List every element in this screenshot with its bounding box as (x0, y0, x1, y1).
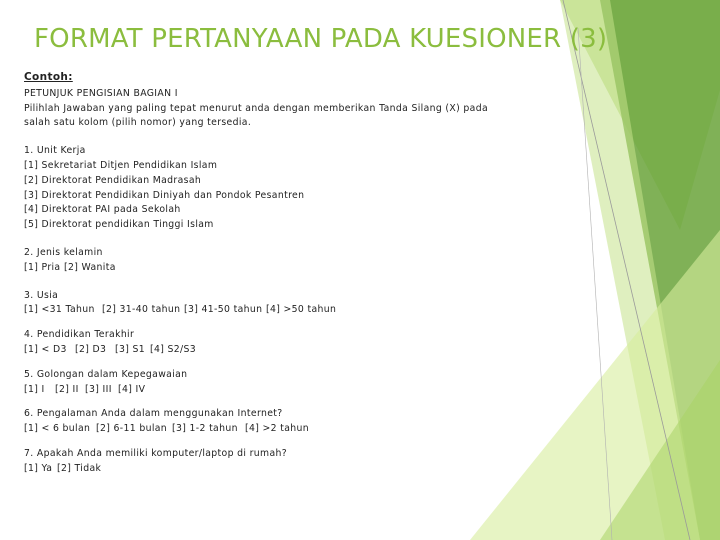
instruction-line: salah satu kolom (pilih nomor) yang tersedia. (24, 117, 252, 129)
option-item: [2] D3 (75, 343, 107, 355)
question-internet: 6. Pengalaman Anda dalam menggunakan Internet? (24, 408, 283, 420)
slide-title: FORMAT PERTANYAAN PADA KUESIONER (3) (34, 24, 608, 54)
option-item: [4] >50 tahun (266, 304, 337, 316)
questionnaire-content (24, 70, 564, 477)
question-golongan: 5. Golongan dalam Kepegawaian (24, 368, 188, 380)
question-unit-kerja: 1. Unit Kerja (24, 145, 86, 157)
option-unit-kerja: [5] Direktorat pendidikan Tinggi Islam (24, 219, 214, 231)
option-item: [1] < D3 (24, 343, 67, 355)
option-item: [1] <31 Tahun (24, 304, 95, 316)
option-item: [2] Tidak (57, 462, 102, 474)
options-usia (24, 303, 564, 318)
option-item: [1] I (24, 383, 45, 395)
instruction-line: Pilihlah Jawaban yang paling tepat menurut anda dengan memberikan Tanda Silang (X) pada (24, 102, 489, 114)
option-item: [4] S2/S3 (150, 343, 197, 355)
option-item: [3] 1-2 tahun (172, 423, 238, 435)
option-item: [1] Pria (24, 261, 61, 273)
option-item: [3] III (85, 383, 112, 395)
option-item: [1] < 6 bulan (24, 423, 91, 435)
option-item: [2] Wanita (64, 261, 116, 273)
example-label: Contoh: (24, 71, 73, 83)
option-item: [1] Ya (24, 462, 53, 474)
question-pendidikan: 4. Pendidikan Terakhir (24, 329, 135, 341)
options-jenis-kelamin (24, 261, 564, 276)
option-item: [2] II (55, 383, 79, 395)
options-internet (24, 422, 564, 437)
instruction-heading: PETUNJUK PENGISIAN BAGIAN I (24, 87, 178, 99)
option-unit-kerja: [1] Sekretariat Ditjen Pendidikan Islam (24, 159, 218, 171)
option-item: [2] 31-40 tahun (102, 304, 181, 316)
options-pendidikan (24, 343, 564, 358)
option-item: [3] S1 (115, 343, 146, 355)
option-item: [2] 6-11 bulan (96, 423, 168, 435)
options-komputer (24, 462, 564, 477)
question-jenis-kelamin: 2. Jenis kelamin (24, 246, 103, 258)
option-unit-kerja: [3] Direktorat Pendidikan Diniyah dan Pondok Pesantren (24, 189, 305, 201)
option-item: [4] IV (118, 383, 146, 395)
option-unit-kerja: [2] Direktorat Pendidikan Madrasah (24, 174, 202, 186)
question-usia: 3. Usia (24, 289, 59, 301)
question-komputer: 7. Apakah Anda memiliki komputer/laptop di rumah? (24, 447, 288, 459)
option-unit-kerja: [4] Direktorat PAI pada Sekolah (24, 204, 181, 216)
option-item: [3] 41-50 tahun (184, 304, 263, 316)
options-golongan (24, 383, 564, 398)
option-item: [4] >2 tahun (245, 423, 310, 435)
